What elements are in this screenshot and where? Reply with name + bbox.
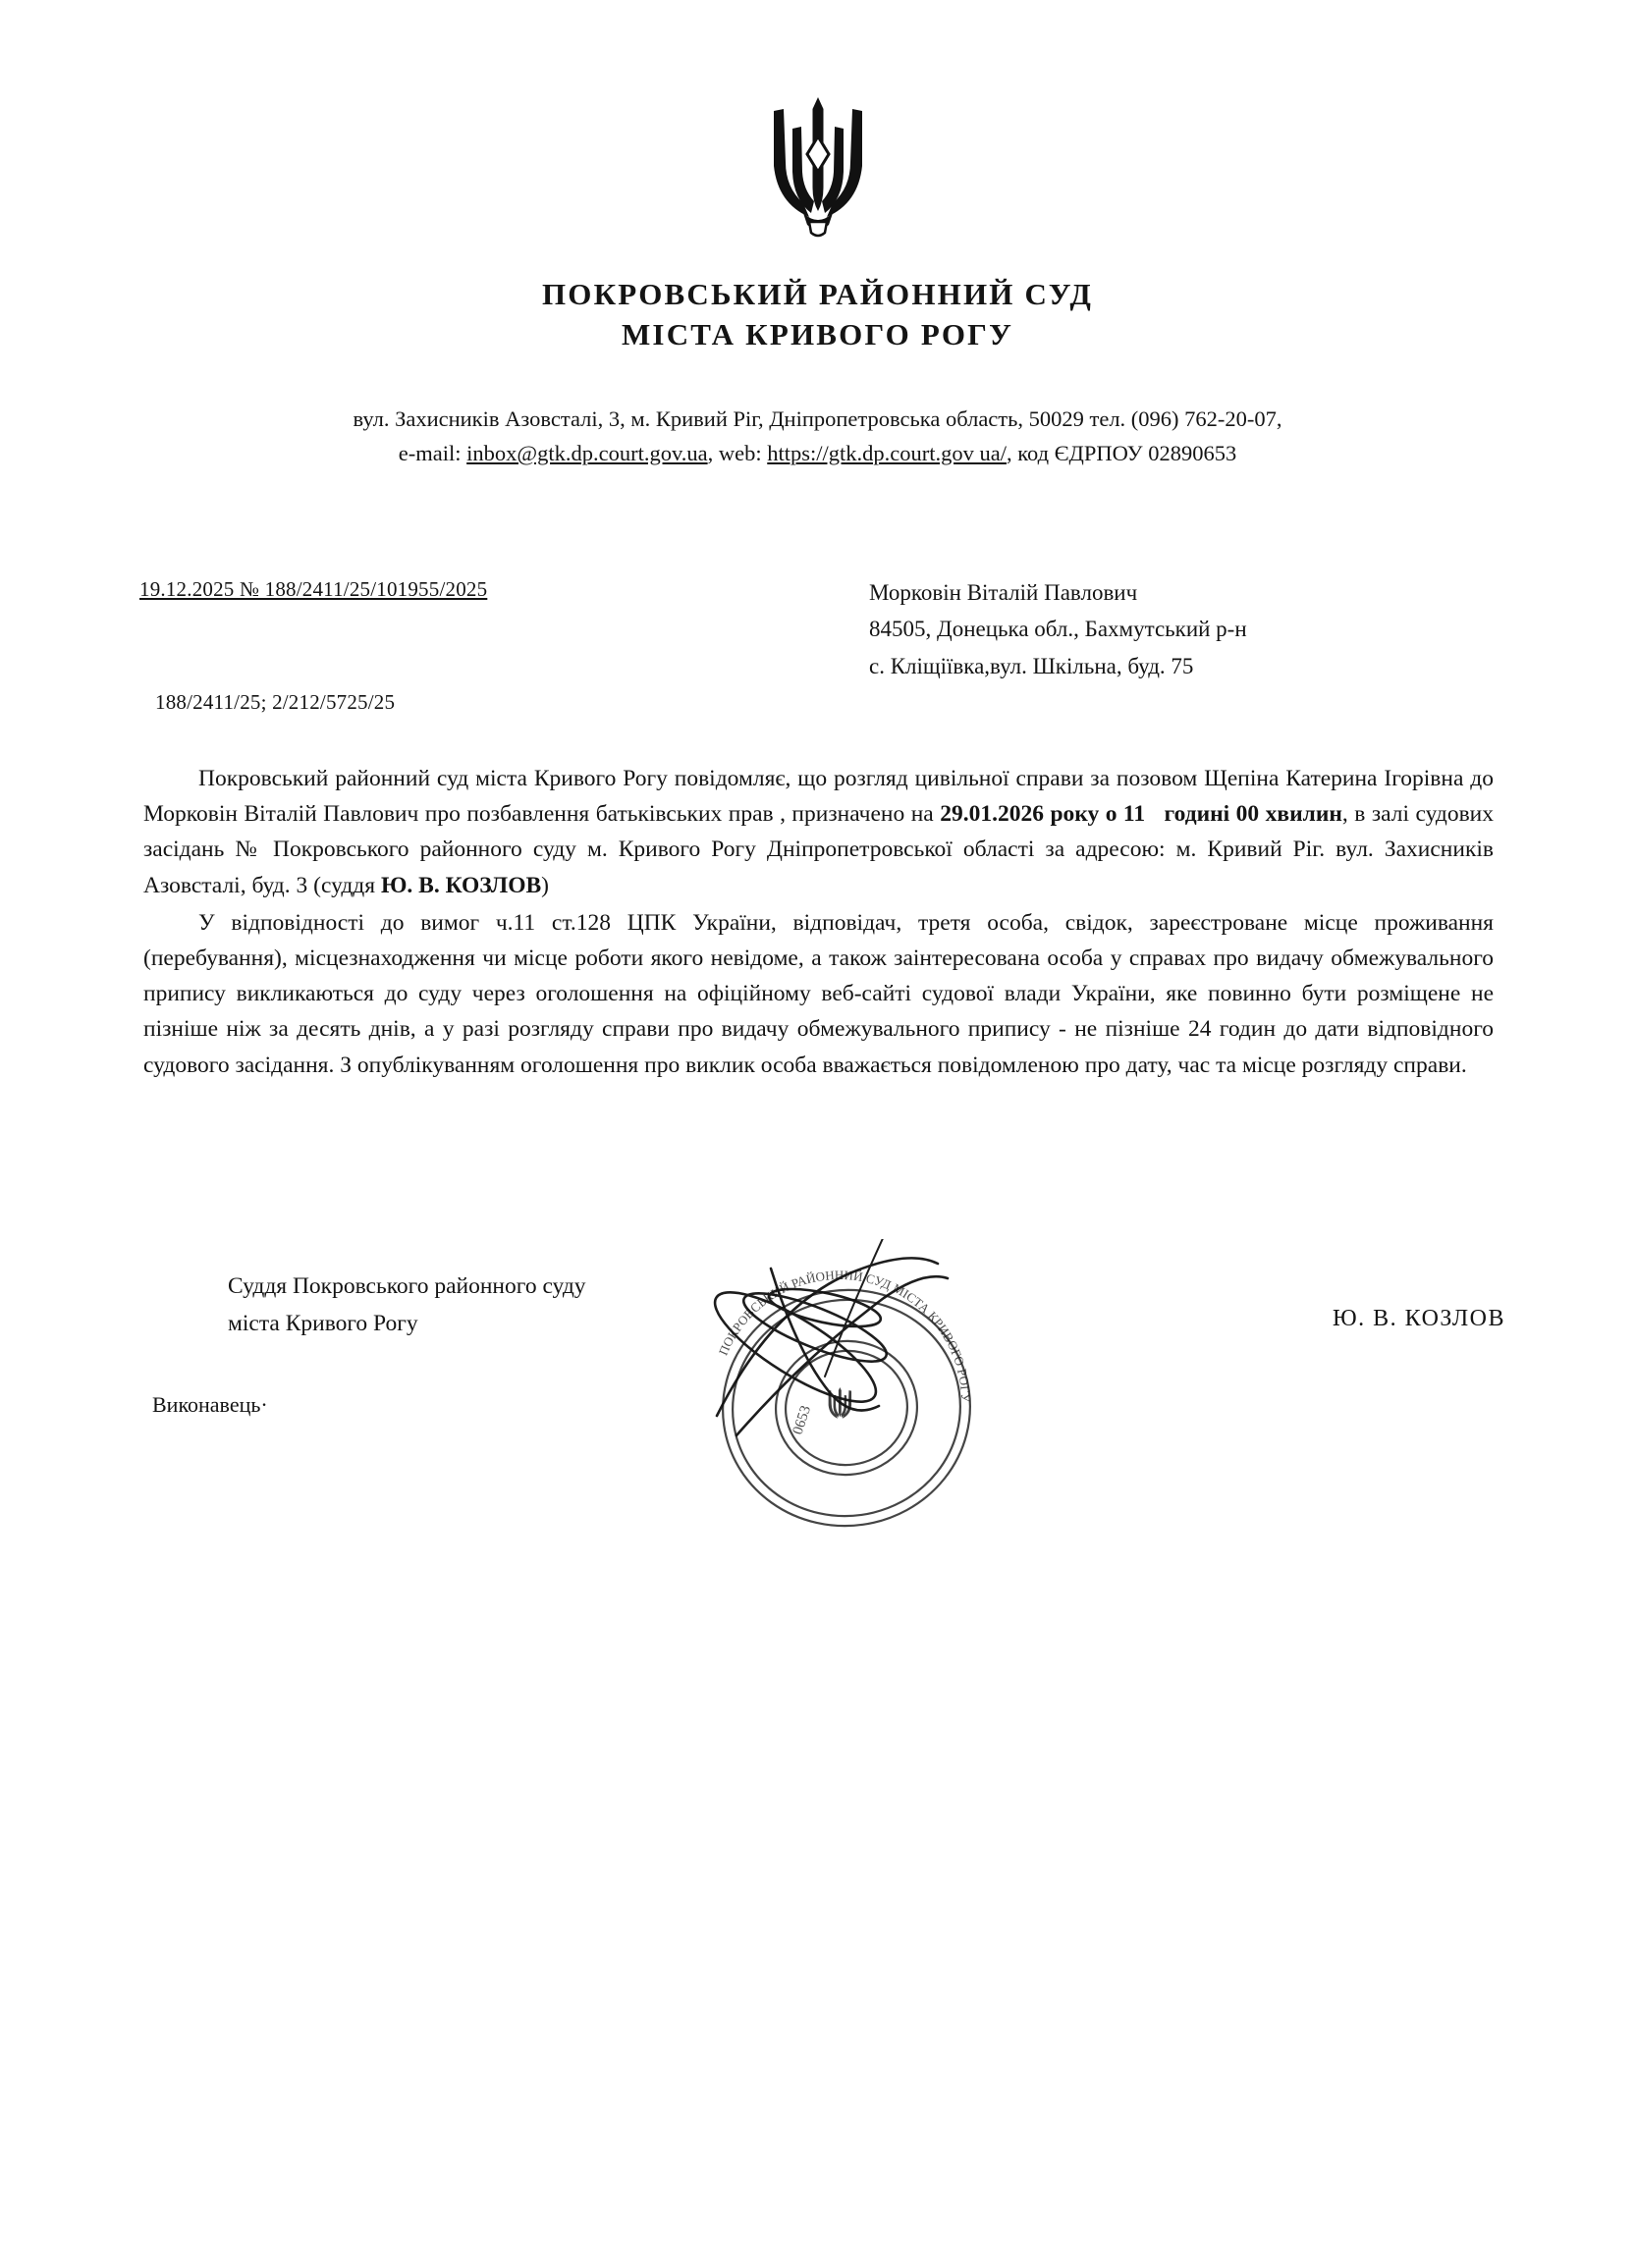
addressee-name: Морковін Віталій Павлович — [869, 580, 1138, 605]
reference-number: 19.12.2025 № 188/2411/25/101955/2025 — [139, 577, 488, 601]
paragraph1-part3: ) — [541, 872, 549, 898]
paragraph1-part2: , в залі судових засідань № Покровського районного суду м. Кривого Рогу Дніпропетровської області за адресою: м. Кривий Ріг. вул. Захисників Азовсталі, буд. 3 (суддя — [143, 801, 1494, 898]
signature-role-block — [228, 1269, 586, 1342]
paragraph-hearing-notice — [143, 761, 1494, 903]
contacts-block — [0, 403, 1635, 471]
court-title-line-2: МІСТА КРИВОГО РОГУ — [621, 316, 1014, 351]
paragraph1-part1: Покровський районний суд міста Кривого Рогу повідомляє, що розгляд цивільної справи за позовом Щепіна Катерина Ігорівна до Морковін Віталій Павлович про позбавлення батьківських прав , призначено на — [143, 766, 1494, 828]
ukraine-trident-emblem — [760, 93, 876, 243]
case-number: 188/2411/25; 2/212/5725/25 — [155, 690, 396, 714]
executor-label: Виконавець· — [152, 1392, 268, 1417]
judge-name-inline: Ю. В. КОЗЛОВ — [380, 872, 542, 898]
page-title — [0, 275, 1635, 355]
emblem-container — [0, 93, 1635, 243]
edrpou-code: , код ЄДРПОУ 02890653 — [1006, 440, 1237, 465]
contacts-email-web-line — [0, 437, 1635, 471]
svg-text:0653: 0653 — [790, 1403, 815, 1437]
addressee-block — [869, 574, 1247, 684]
court-title-line-1: ПОКРОВСЬКИЙ РАЙОННИЙ СУД — [541, 277, 1094, 311]
addressee-address-line-1: 84505, Донецька обл., Бахмутський р-н — [869, 617, 1247, 642]
hearing-date: 29.01.2026 року о 11 — [940, 801, 1146, 828]
website-link[interactable]: https://gtk.dp.court.gov ua/ — [767, 440, 1007, 465]
paragraph-legal-basis: У відповідності до вимог ч.11 ст.128 ЦПК України, відповідач, третя особа, свідок, зареєстроване місце проживання (перебування), місцезнаходження чи місце роботи якого невідоме, а також заінтересована особа у справах про видачу обмежувального припису викликаються до суду через оголошення на офіційному веб-сайті судової влади України, яке повинно бути розміщене не пізніше ніж за десять днів, а у разі розгляду справи про видачу обмежувального припису - не пізніше 24 годин до дати відповідного судового засідання. З опублікуванням оголошення про виклик особа вважається повідомленою про дату, час та місце розгляду справи. — [143, 909, 1494, 1078]
contacts-address-line: вул. Захисників Азовсталі, 3, м. Кривий Ріг, Дніпропетровська область, 50029 тел. (096) 762-20-07, — [353, 406, 1282, 431]
svg-text:ПОКРОВСЬКИЙ РАЙОННИЙ СУД МІСТА: ПОКРОВСЬКИЙ РАЙОННИЙ СУД МІСТА КРИВОГО РОГУ — [715, 1267, 974, 1403]
email-link[interactable]: inbox@gtk.dp.court.gov.ua — [466, 440, 708, 465]
signature-role-line-1: Суддя Покровського районного суду — [228, 1273, 586, 1299]
email-label: e-mail: — [398, 440, 467, 465]
addressee-address-line-2: с. Кліщіївка,вул. Шкільна, буд. 75 — [869, 653, 1194, 678]
web-label: , web: — [707, 440, 768, 465]
body-text — [143, 761, 1494, 1083]
court-round-seal — [678, 1239, 1002, 1563]
signer-name: Ю. В. КОЗЛОВ — [1332, 1306, 1505, 1331]
hearing-time: годині 00 хвилин — [1164, 801, 1342, 828]
signature-role-line-2: міста Кривого Рогу — [228, 1310, 418, 1336]
